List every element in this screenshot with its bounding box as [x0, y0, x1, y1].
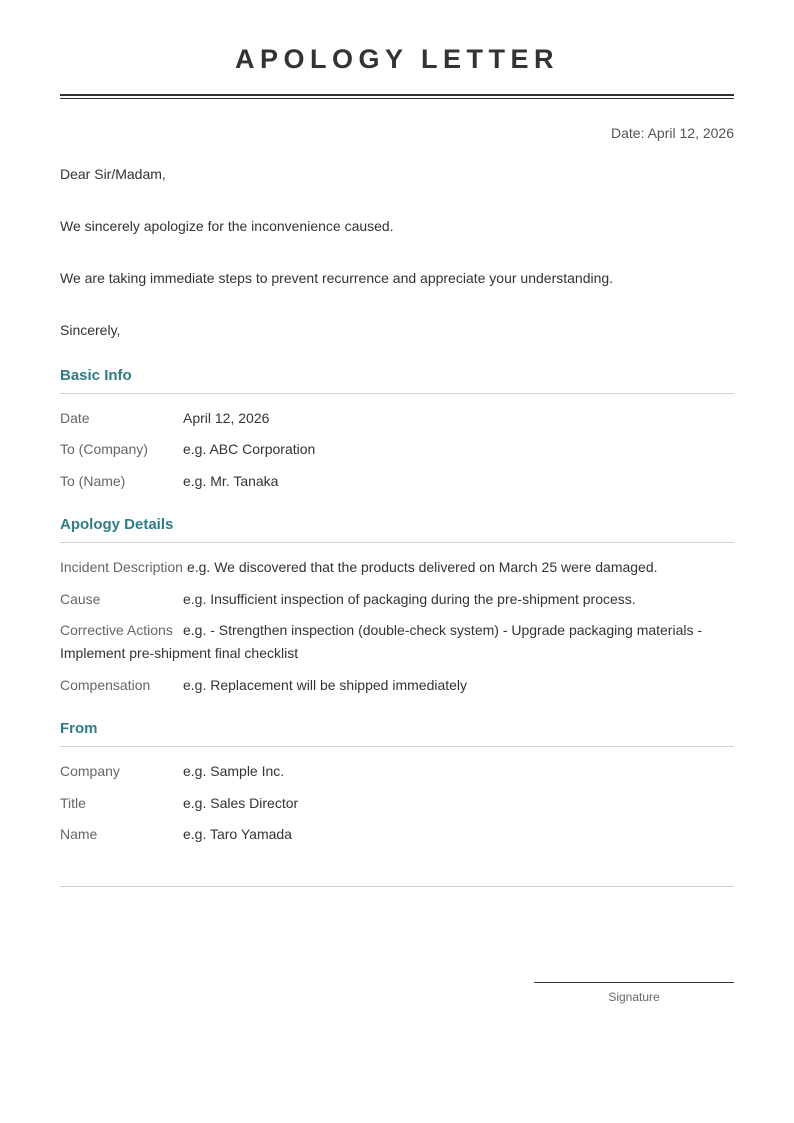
field-company [60, 760, 734, 783]
salutation: Dear Sir/Madam, [60, 166, 166, 182]
title-divider-thin [60, 98, 734, 99]
field-label: Cause [60, 591, 101, 607]
section-divider [60, 393, 734, 394]
footer-divider [60, 886, 734, 887]
signature-label: Signature [608, 990, 660, 1004]
field-label: Title [60, 795, 86, 811]
field-cause [60, 588, 734, 611]
field-value: e.g. - Strengthen inspection (double-check system) - Upgrade packaging materials - Implement pre-shipment final checklist [60, 622, 703, 661]
field-to-company [60, 438, 734, 461]
letter-paragraph-1: We sincerely apologize for the inconvenience caused. [60, 218, 394, 234]
field-label: Name [60, 826, 98, 842]
closing: Sincerely, [60, 322, 121, 338]
field-compensation [60, 674, 734, 697]
field-value: e.g. Sales Director [183, 795, 299, 811]
section-heading-apology-details: Apology Details [60, 516, 174, 533]
field-date [60, 407, 734, 430]
field-value: e.g. Replacement will be shipped immediately [183, 677, 468, 693]
section-divider [60, 542, 734, 543]
letter-date-label: Date: [611, 125, 645, 141]
field-to-name [60, 470, 734, 493]
signature-line [534, 982, 734, 983]
field-label: Corrective Actions [60, 622, 173, 638]
field-name [60, 823, 734, 846]
letter-date-value: April 12, 2026 [647, 125, 734, 141]
section-divider [60, 746, 734, 747]
document-title: APOLOGY LETTER [234, 44, 560, 74]
field-value: April 12, 2026 [183, 410, 270, 426]
field-label: Incident Description [60, 559, 183, 575]
field-title [60, 792, 734, 815]
field-value: e.g. Insufficient inspection of packaging during the pre-shipment process. [183, 591, 636, 607]
field-label: Date [60, 410, 90, 426]
title-divider [60, 94, 734, 96]
field-label: Company [60, 763, 120, 779]
field-label: Compensation [60, 677, 151, 693]
field-label: To (Name) [60, 473, 126, 489]
section-heading-from: From [60, 720, 98, 737]
letter-paragraph-2: We are taking immediate steps to prevent recurrence and appreciate your understanding. [60, 270, 614, 286]
field-value: e.g. ABC Corporation [183, 441, 316, 457]
field-value: e.g. Taro Yamada [183, 826, 292, 842]
field-value: e.g. Sample Inc. [183, 763, 285, 779]
field-incident-description [60, 556, 734, 579]
field-label: To (Company) [60, 441, 148, 457]
field-value: e.g. We discovered that the products delivered on March 25 were damaged. [186, 559, 658, 575]
field-value: e.g. Mr. Tanaka [183, 473, 279, 489]
field-corrective-actions [60, 619, 734, 665]
letter-date [611, 125, 734, 141]
section-heading-basic-info: Basic Info [60, 367, 132, 384]
